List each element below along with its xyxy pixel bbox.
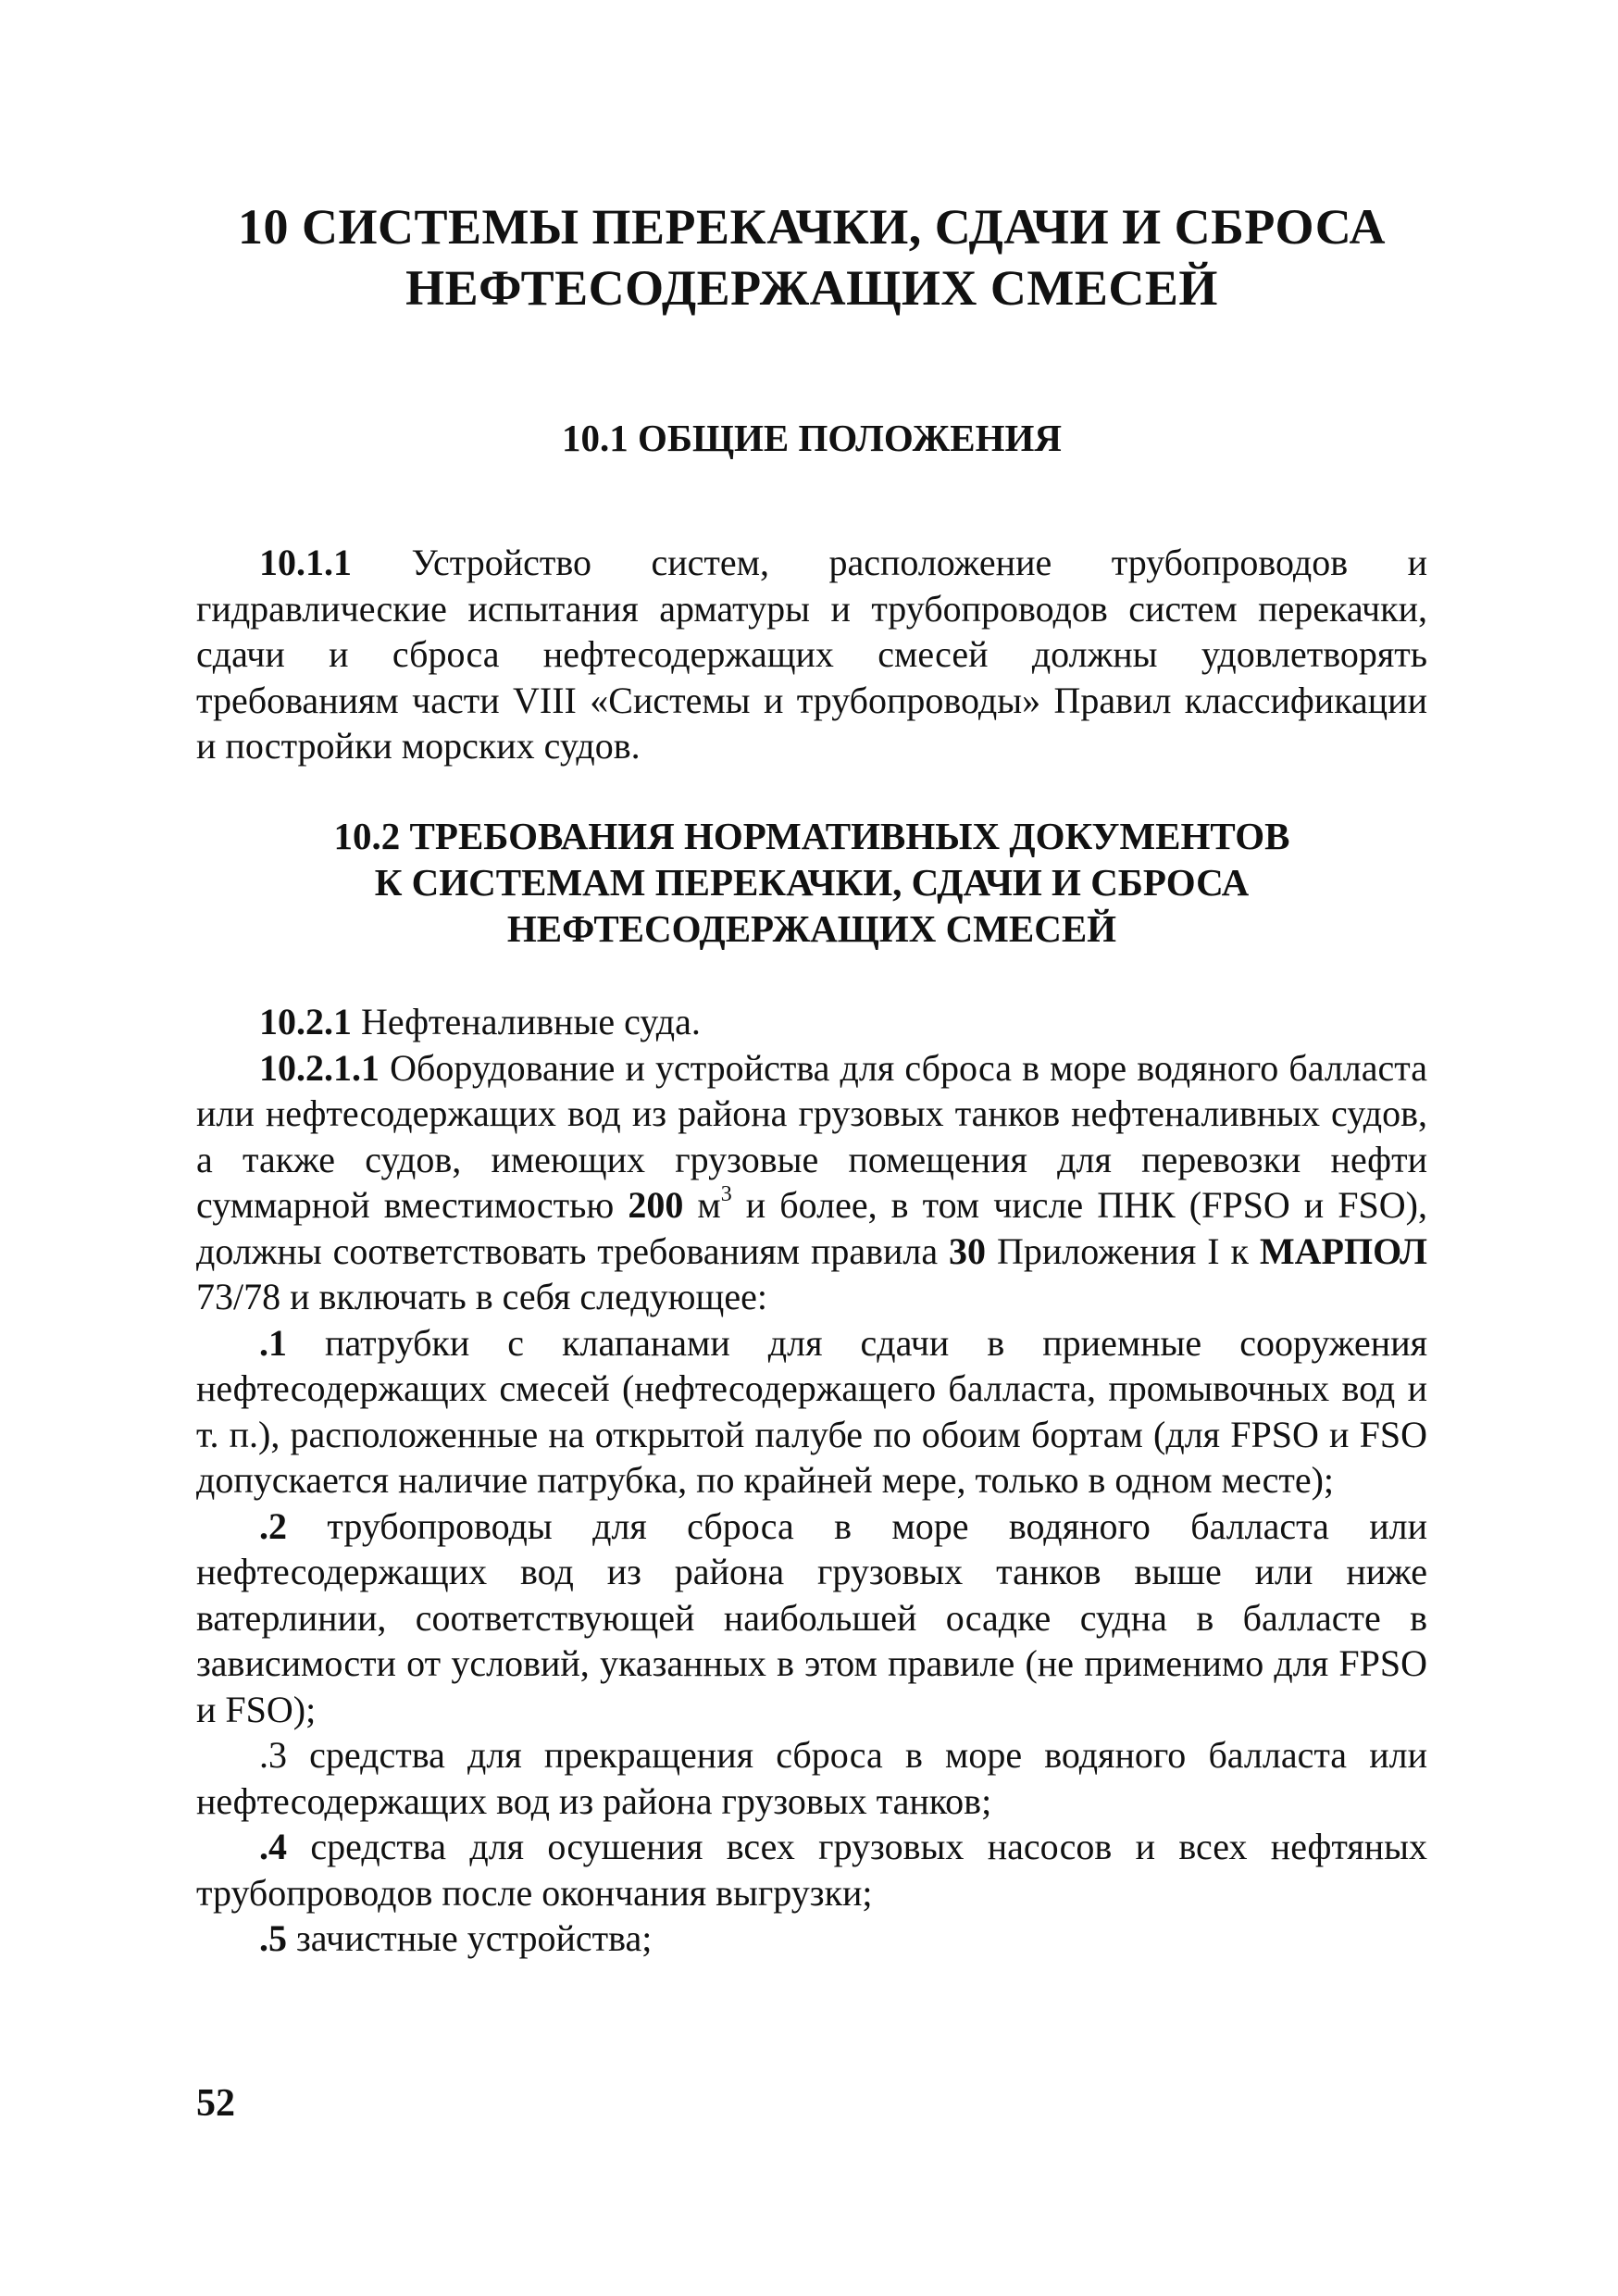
- volume-value: 200: [628, 1184, 684, 1226]
- unit-exponent: 3: [720, 1182, 732, 1206]
- list-item-4: [196, 1824, 1427, 1915]
- list-item-5: [196, 1915, 1427, 1962]
- paragraph-text: 73/78 и включать в себя следующее:: [196, 1276, 767, 1317]
- paragraph-text: Нефтеналивные суда.: [352, 1001, 701, 1042]
- list-item-number: .5: [259, 1917, 287, 1959]
- list-item-number: .1: [259, 1321, 287, 1364]
- list-item-number: .4: [259, 1826, 287, 1867]
- rule-number: 30: [949, 1229, 987, 1272]
- paragraph-10-2-1-1: [196, 1045, 1427, 1320]
- paragraph-10-1-1: [196, 540, 1427, 769]
- list-item-number: .2: [259, 1504, 287, 1547]
- volume-unit: м: [697, 1184, 721, 1226]
- paragraph-10-2-1: [196, 999, 1427, 1045]
- list-item-3: [196, 1732, 1427, 1824]
- paragraph-text: Приложения I к: [986, 1229, 1260, 1272]
- list-item-1: [196, 1320, 1427, 1504]
- document-page: [196, 0, 1427, 2296]
- section-10-2-body: [196, 999, 1427, 1962]
- list-item-2: [196, 1504, 1427, 1733]
- chapter-title-line-2: НЕФТЕСОДЕРЖАЩИХ СМЕСЕЙ: [405, 260, 1218, 316]
- list-item-text: трубопроводы для сброса в море водяного балласта или нефтесодержащих вод из района грузовых танков выше или ниже ватерлинии, соответствующей наибольшей осадке судна в балласте в зависимости от условий, указанных в этом правиле (не применимо для FPSO и FSO);: [196, 1504, 1427, 1730]
- section-10-2-title-line-2: К СИСТЕМАМ ПЕРЕКАЧКИ, СДАЧИ И СБРОСА: [374, 861, 1250, 904]
- paragraph-text: и более, в том числе ПНК (FPSO и FSO), должны соответствовать требованиям правила: [196, 1184, 1427, 1272]
- paragraph-number: 10.2.1: [259, 1001, 352, 1042]
- paragraph-number: 10.1.1: [259, 542, 352, 583]
- list-item-text: средства для осушения всех грузовых насосов и всех нефтяных трубопроводов после окончания выгрузки;: [196, 1826, 1427, 1914]
- section-10-1-body: [196, 540, 1427, 769]
- paragraph-text: Оборудование и устройства для сброса в море водяного балласта или нефтесодержащих вод из района грузовых танков нефтеналивных судов, а также судов, имеющих грузовые помещения для перевозки нефти суммарной вместимостью: [196, 1046, 1427, 1226]
- section-10-2-title-line-3: НЕФТЕСОДЕРЖАЩИХ СМЕСЕЙ: [506, 907, 1117, 950]
- list-item-text: патрубки с клапанами для сдачи в приемные сооружения нефтесодержащих смесей (нефтесодержащего балласта, промывочных вод и т. п.), расположенные на открытой палубе по обоим бортам (для FPSO и FSO допускается наличие патрубка, по крайней мере, только в одном месте);: [196, 1321, 1427, 1501]
- paragraph-number: 10.2.1.1: [259, 1046, 380, 1089]
- section-10-1-title: 10.1 ОБЩИЕ ПОЛОЖЕНИЯ: [562, 417, 1062, 459]
- section-10-2-title: [196, 813, 1427, 952]
- paragraph-text: Устройство систем, расположение трубопроводов и гидравлические испытания арматуры и трубопроводов систем перекачки, сдачи и сброса нефтесодержащих смесей должны удовлетворять требованиям части VIII «Системы и трубопроводы» Правил классификации и постройки морских судов.: [196, 542, 1427, 767]
- list-item-text: средства для прекращения сброса в море водяного балласта или нефтесодержащих вод из района грузовых танков;: [196, 1734, 1427, 1822]
- list-item-number: .3: [259, 1734, 287, 1776]
- section-10-2-title-line-1: 10.2 ТРЕБОВАНИЯ НОРМАТИВНЫХ ДОКУМЕНТОВ: [333, 815, 1290, 857]
- chapter-title-line-1: 10 СИСТЕМЫ ПЕРЕКАЧКИ, СДАЧИ И СБРОСА: [237, 199, 1386, 255]
- convention-name: МАРПОЛ: [1259, 1229, 1427, 1272]
- chapter-title: [196, 196, 1427, 318]
- list-item-text: зачистные устройства;: [287, 1917, 653, 1959]
- page-number: 52: [196, 2082, 235, 2125]
